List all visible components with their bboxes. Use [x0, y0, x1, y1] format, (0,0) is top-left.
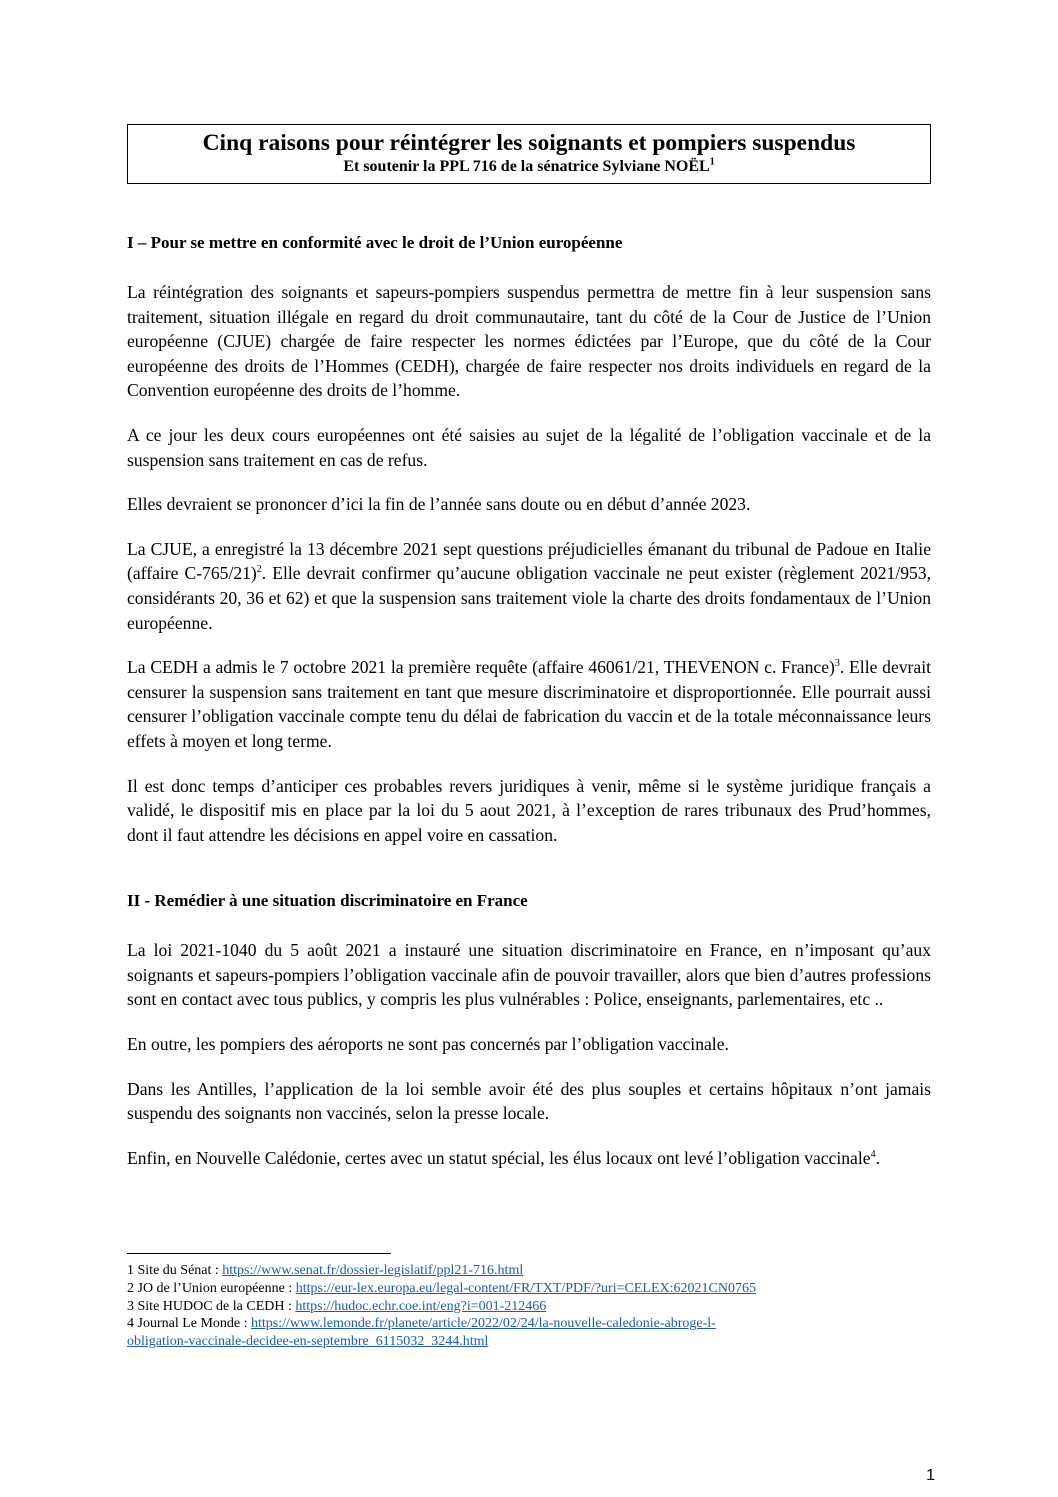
footnote-4: [119, 1315, 939, 1333]
title-box: [127, 124, 931, 184]
section-2-paragraph-4: [127, 1146, 931, 1171]
section-2-paragraph-1: La loi 2021-1040 du 5 août 2021 a instauré une situation discriminatoire en France, en n’imposant qu’aux soignants et sapeurs-pompiers l’obligation vaccinale afin de pouvoir travailler, alors que bien d’autres professions sont en contact avec tous publics, y compris les plus vulnérables : Police, enseignants, parlementaires, etc ..: [127, 940, 931, 1010]
footnote-ref-1[interactable]: 1: [709, 156, 715, 168]
document-title: Cinq raisons pour réintégrer les soignants et pompiers suspendus: [202, 130, 856, 156]
paragraph-text: .: [875, 1147, 880, 1168]
document-body: [127, 124, 931, 1170]
footnote-label: 4 Journal Le Monde :: [127, 1316, 252, 1332]
footnote-link[interactable]: https://eur-lex.europa.eu/legal-content/FR/TXT/PDF/?uri=CELEX:62021CN0765: [295, 1280, 756, 1296]
section-1-paragraph-2: A ce jour les deux cours européennes ont été saisies au sujet de la légalité de l’obligation vaccinale et de la suspension sans traitement en cas de refus.: [127, 424, 931, 470]
footnote-label: 2 JO de l’Union européenne :: [127, 1280, 296, 1296]
footnote-separator: [127, 1253, 391, 1254]
paragraph-text: . Elle devrait censurer la suspension sans traitement en tant que mesure discriminatoire et disproportionnée. Elle pourrait aussi censurer l’obligation vaccinale compte tenu du délai de fabrication du vaccin et de la totale méconnaissance leurs effets à moyen et long terme.: [127, 657, 932, 751]
section-2-paragraph-2: En outre, les pompiers des aéroports ne sont pas concernés par l’obligation vaccinale.: [127, 1034, 729, 1055]
section-1-heading: I – Pour se mettre en conformité avec le droit de l’Union européenne: [127, 233, 623, 252]
footnote-link[interactable]: https://www.lemonde.fr/planete/article/2022/02/24/la-nouvelle-caledonie-abroge-l-: [251, 1316, 716, 1332]
footnote-link[interactable]: https://hudoc.echr.coe.int/eng?i=001-212466: [295, 1298, 547, 1314]
paragraph-text: Enfin, en Nouvelle Calédonie, certes avec un statut spécial, les élus locaux ont levé l’obligation vaccinale: [127, 1147, 871, 1168]
footnote-link[interactable]: https://www.senat.fr/dossier-legislatif/ppl21-716.html: [222, 1263, 524, 1278]
section-2-paragraph-3: Dans les Antilles, l’application de la loi semble avoir été des plus souples et certains hôpitaux n’ont jamais suspendu des soignants non vaccinés, selon la presse locale.: [127, 1078, 931, 1124]
page-number: 1: [926, 1467, 935, 1484]
paragraph-text: . Elle devrait confirmer qu’aucune obligation vaccinale ne peut exister (règlement 2021/953, considérants 20, 36 et 62) et que la suspension sans traitement viole la charte des droits fondamentaux de l’Union européenne.: [127, 563, 931, 633]
footnote-ref-4[interactable]: 4: [870, 1148, 876, 1160]
section-1-paragraph-6: Il est donc temps d’anticiper ces probables revers juridiques à venir, même si le système juridique français a validé, le dispositif mis en place par la loi du 5 aout 2021, à l’exception de rares tribunaux des Prud’hommes, dont il faut attendre les décisions en appel voire en cassation.: [127, 775, 931, 845]
section-1-paragraph-5: [127, 655, 931, 753]
section-1-paragraph-3: Elles devraient se prononcer d’ici la fin de l’année sans doute ou en début d’année 2023.: [127, 494, 751, 515]
paragraph-text: La CJUE, a enregistré la 13 décembre 2021 sept questions préjudicielles émanant du tribunal de Padoue en Italie (affaire C-765/21): [127, 538, 931, 584]
footnote-4-continued: [119, 1333, 939, 1351]
footnote-ref-2[interactable]: 2: [256, 564, 262, 576]
footnote-label: 1 Site du Sénat :: [127, 1263, 223, 1278]
footnote-label: 3 Site HUDOC de la CEDH :: [127, 1298, 296, 1314]
footnote-link[interactable]: obligation-vaccinale-decidee-en-septembre_6115032_3244.html: [127, 1334, 489, 1350]
section-2-heading: II - Remédier à une situation discriminatoire en France: [127, 891, 528, 911]
footnote-2: [119, 1280, 939, 1298]
footnotes: [119, 1253, 939, 1351]
footnote-3: [119, 1298, 939, 1316]
subtitle-text: Et soutenir la PPL 716 de la sénatrice Sylviane NOËL: [343, 158, 710, 175]
section-1-paragraph-1: La réintégration des soignants et sapeurs-pompiers suspendus permettra de mettre fin à leur suspension sans traitement, situation illégale en regard du droit communautaire, tant du côté de la Cour de Justice de l’Union européenne (CJUE) chargée de faire respecter les normes édictées par l’Europe, que du côté de la Cour européenne des droits de l’Hommes (CEDH), chargée de faire respecter nos droits individuels en regard de la Convention européenne des droits de l’homme.: [127, 282, 931, 401]
footnote-1: [119, 1262, 939, 1280]
document-subtitle: [136, 157, 922, 177]
section-1-paragraph-4: [127, 537, 931, 635]
footnote-ref-3[interactable]: 3: [834, 658, 840, 670]
paragraph-text: La CEDH a admis le 7 octobre 2021 la première requête (affaire 46061/21, THEVENON c. France): [127, 657, 835, 678]
